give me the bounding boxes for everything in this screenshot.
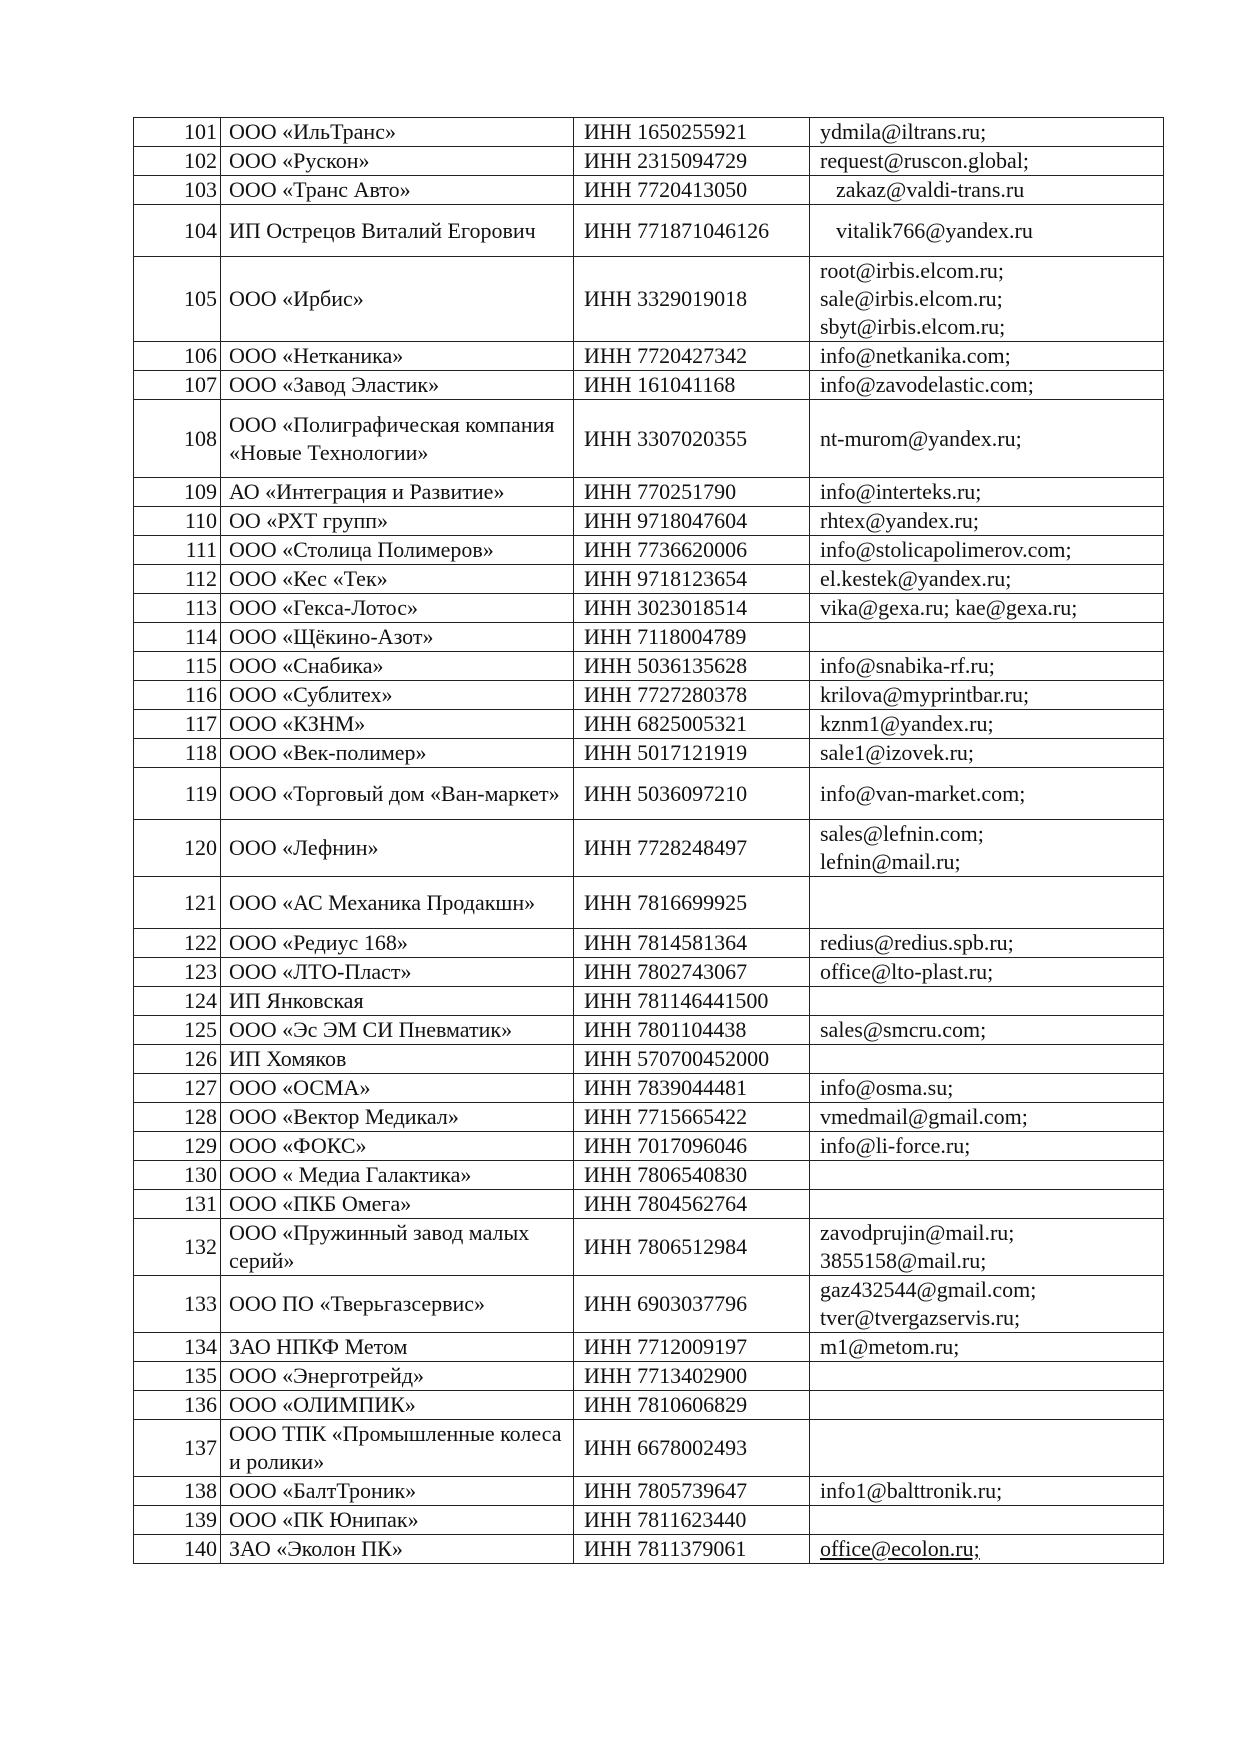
inn-number: ИНН 2315094729 bbox=[574, 147, 810, 176]
email-cell bbox=[810, 257, 1164, 342]
email-address: el.kestek@yandex.ru; bbox=[820, 566, 1012, 591]
inn-number: ИНН 1650255921 bbox=[574, 118, 810, 147]
email-address: info@osma.su; bbox=[820, 1075, 954, 1100]
email-cell bbox=[810, 1161, 1164, 1190]
organization-name: ООО «Редиус 168» bbox=[221, 929, 574, 958]
organization-name: АО «Интеграция и Развитие» bbox=[221, 478, 574, 507]
email-address: krilova@myprintbar.ru; bbox=[820, 682, 1030, 707]
email-address: info@zavodelastic.com; bbox=[820, 372, 1034, 397]
email-address: info1@balttronik.ru; bbox=[820, 1478, 1003, 1503]
organization-name: ООО «КЗНМ» bbox=[221, 710, 574, 739]
table-row bbox=[134, 176, 1164, 205]
email-cell bbox=[810, 929, 1164, 958]
email-cell bbox=[810, 147, 1164, 176]
inn-number: ИНН 7727280378 bbox=[574, 681, 810, 710]
email-address: info@snabika-rf.ru; bbox=[820, 653, 995, 678]
row-number: 117 bbox=[134, 710, 221, 739]
inn-number: ИНН 7720413050 bbox=[574, 176, 810, 205]
email-address: office@lto-plast.ru; bbox=[820, 959, 994, 984]
email-address: ydmila@iltrans.ru; bbox=[820, 119, 987, 144]
organization-name: ООО «Полиграфическая компания «Новые Технологии» bbox=[221, 400, 574, 478]
email-address: request@ruscon.global; bbox=[820, 148, 1030, 173]
table-row bbox=[134, 1016, 1164, 1045]
email-cell bbox=[810, 1477, 1164, 1506]
email-address: m1@metom.ru; bbox=[820, 1334, 960, 1359]
row-number: 114 bbox=[134, 623, 221, 652]
row-number: 108 bbox=[134, 400, 221, 478]
row-number: 105 bbox=[134, 257, 221, 342]
organization-name: ИП Острецов Виталий Егорович bbox=[221, 205, 574, 257]
table-row bbox=[134, 1103, 1164, 1132]
table-row bbox=[134, 739, 1164, 768]
email-cell bbox=[810, 623, 1164, 652]
table-row bbox=[134, 1190, 1164, 1219]
email-cell bbox=[810, 1276, 1164, 1333]
inn-number: ИНН 770251790 bbox=[574, 478, 810, 507]
email-address: info@netkanika.com; bbox=[820, 343, 1011, 368]
email-cell bbox=[810, 1074, 1164, 1103]
email-address: sale1@izovek.ru; bbox=[820, 740, 975, 765]
inn-number: ИНН 7811379061 bbox=[574, 1535, 810, 1564]
table-row bbox=[134, 205, 1164, 257]
inn-number: ИНН 7715665422 bbox=[574, 1103, 810, 1132]
inn-number: ИНН 7806540830 bbox=[574, 1161, 810, 1190]
organization-name: ООО «Ирбис» bbox=[221, 257, 574, 342]
organization-name: ООО «ИльТранс» bbox=[221, 118, 574, 147]
inn-number: ИНН 6825005321 bbox=[574, 710, 810, 739]
inn-number: ИНН 9718047604 bbox=[574, 507, 810, 536]
row-number: 123 bbox=[134, 958, 221, 987]
row-number: 118 bbox=[134, 739, 221, 768]
row-number: 125 bbox=[134, 1016, 221, 1045]
inn-number: ИНН 5036135628 bbox=[574, 652, 810, 681]
table-row bbox=[134, 594, 1164, 623]
organization-name: ООО «Щёкино-Азот» bbox=[221, 623, 574, 652]
email-cell bbox=[810, 1535, 1164, 1564]
email-address: kznm1@yandex.ru; bbox=[820, 711, 994, 736]
inn-number: ИНН 3023018514 bbox=[574, 594, 810, 623]
email-address: rhtex@yandex.ru; bbox=[820, 508, 979, 533]
inn-number: ИНН 3329019018 bbox=[574, 257, 810, 342]
inn-number: ИНН 7801104438 bbox=[574, 1016, 810, 1045]
inn-number: ИНН 9718123654 bbox=[574, 565, 810, 594]
inn-number: ИНН 7017096046 bbox=[574, 1132, 810, 1161]
row-number: 128 bbox=[134, 1103, 221, 1132]
inn-number: ИНН 5017121919 bbox=[574, 739, 810, 768]
row-number: 112 bbox=[134, 565, 221, 594]
email-cell bbox=[810, 652, 1164, 681]
organization-name: ООО ТПК «Промышленные колеса и ролики» bbox=[221, 1420, 574, 1477]
email-cell bbox=[810, 1362, 1164, 1391]
email-address: sales@lefnin.com; bbox=[820, 821, 984, 846]
email-cell bbox=[810, 958, 1164, 987]
table-row bbox=[134, 1477, 1164, 1506]
row-number: 137 bbox=[134, 1420, 221, 1477]
email-address[interactable]: office@ecolon.ru; bbox=[820, 1536, 980, 1561]
table-row bbox=[134, 507, 1164, 536]
inn-number: ИНН 7816699925 bbox=[574, 877, 810, 929]
row-number: 119 bbox=[134, 768, 221, 820]
table-row bbox=[134, 342, 1164, 371]
table-row bbox=[134, 1219, 1164, 1276]
row-number: 135 bbox=[134, 1362, 221, 1391]
row-number: 131 bbox=[134, 1190, 221, 1219]
table-row bbox=[134, 1276, 1164, 1333]
email-cell bbox=[810, 371, 1164, 400]
row-number: 126 bbox=[134, 1045, 221, 1074]
email-cell bbox=[810, 877, 1164, 929]
row-number: 103 bbox=[134, 176, 221, 205]
table-row bbox=[134, 1506, 1164, 1535]
inn-number: ИНН 7805739647 bbox=[574, 1477, 810, 1506]
organization-name: ООО «АС Механика Продакшн» bbox=[221, 877, 574, 929]
organization-name: ИП Хомяков bbox=[221, 1045, 574, 1074]
table-row bbox=[134, 1161, 1164, 1190]
inn-number: ИНН 7810606829 bbox=[574, 1391, 810, 1420]
row-number: 140 bbox=[134, 1535, 221, 1564]
email-cell bbox=[810, 594, 1164, 623]
email-address: sbyt@irbis.elcom.ru; bbox=[820, 314, 1006, 339]
email-cell bbox=[810, 710, 1164, 739]
organization-name: ООО «Столица Полимеров» bbox=[221, 536, 574, 565]
organization-name: ООО «Нетканика» bbox=[221, 342, 574, 371]
organization-name: ООО «Гекса-Лотос» bbox=[221, 594, 574, 623]
organization-name: ООО « Медиа Галактика» bbox=[221, 1161, 574, 1190]
organization-name: ООО «Рускон» bbox=[221, 147, 574, 176]
row-number: 127 bbox=[134, 1074, 221, 1103]
organization-name: ООО «Лефнин» bbox=[221, 820, 574, 877]
email-address: tver@tvergazservis.ru; bbox=[820, 1305, 1021, 1330]
inn-number: ИНН 7713402900 bbox=[574, 1362, 810, 1391]
table-row bbox=[134, 768, 1164, 820]
inn-number: ИНН 7712009197 bbox=[574, 1333, 810, 1362]
table-row bbox=[134, 1391, 1164, 1420]
organization-name: ООО «Торговый дом «Ван-маркет» bbox=[221, 768, 574, 820]
row-number: 134 bbox=[134, 1333, 221, 1362]
inn-number: ИНН 7736620006 bbox=[574, 536, 810, 565]
inn-number: ИНН 6903037796 bbox=[574, 1276, 810, 1333]
email-address: info@van-market.com; bbox=[820, 780, 1026, 806]
email-cell bbox=[810, 820, 1164, 877]
table-row bbox=[134, 623, 1164, 652]
row-number: 111 bbox=[134, 536, 221, 565]
table-row bbox=[134, 681, 1164, 710]
row-number: 121 bbox=[134, 877, 221, 929]
organization-name: ООО ПО «Тверьгазсервис» bbox=[221, 1276, 574, 1333]
row-number: 130 bbox=[134, 1161, 221, 1190]
row-number: 124 bbox=[134, 987, 221, 1016]
organization-name: ООО «Пружинный завод малых серий» bbox=[221, 1219, 574, 1276]
email-cell bbox=[810, 536, 1164, 565]
table-row bbox=[134, 1074, 1164, 1103]
row-number: 138 bbox=[134, 1477, 221, 1506]
email-address: redius@redius.spb.ru; bbox=[820, 930, 1014, 955]
table-row bbox=[134, 820, 1164, 877]
row-number: 136 bbox=[134, 1391, 221, 1420]
email-cell bbox=[810, 1045, 1164, 1074]
inn-number: ИНН 7806512984 bbox=[574, 1219, 810, 1276]
table-row bbox=[134, 1132, 1164, 1161]
table-row bbox=[134, 118, 1164, 147]
inn-number: ИНН 7118004789 bbox=[574, 623, 810, 652]
email-cell bbox=[810, 1190, 1164, 1219]
table-row bbox=[134, 565, 1164, 594]
email-address: zakaz@valdi-trans.ru bbox=[836, 177, 1025, 202]
row-number: 129 bbox=[134, 1132, 221, 1161]
organization-name: ООО «Вектор Медикал» bbox=[221, 1103, 574, 1132]
table-row bbox=[134, 987, 1164, 1016]
table-row bbox=[134, 257, 1164, 342]
row-number: 120 bbox=[134, 820, 221, 877]
email-cell bbox=[810, 118, 1164, 147]
email-cell bbox=[810, 205, 1164, 257]
organization-name: ИП Янковская bbox=[221, 987, 574, 1016]
table-row bbox=[134, 478, 1164, 507]
email-address: info@stolicapolimerov.com; bbox=[820, 537, 1072, 562]
email-address: 3855158@mail.ru; bbox=[820, 1248, 987, 1273]
inn-number: ИНН 6678002493 bbox=[574, 1420, 810, 1477]
email-cell bbox=[810, 176, 1164, 205]
organization-name: ООО «ФОКС» bbox=[221, 1132, 574, 1161]
row-number: 115 bbox=[134, 652, 221, 681]
email-address: vitalik766@yandex.ru bbox=[836, 217, 1033, 243]
table-row bbox=[134, 1420, 1164, 1477]
table-row bbox=[134, 652, 1164, 681]
row-number: 106 bbox=[134, 342, 221, 371]
row-number: 110 bbox=[134, 507, 221, 536]
email-address: vmedmail@gmail.com; bbox=[820, 1104, 1028, 1129]
inn-number: ИНН 570700452000 bbox=[574, 1045, 810, 1074]
email-cell bbox=[810, 1420, 1164, 1477]
organization-name: ООО «ЛТО-Пласт» bbox=[221, 958, 574, 987]
email-address: zavodprujin@mail.ru; bbox=[820, 1220, 1015, 1245]
email-address: vika@gexa.ru; kae@gexa.ru; bbox=[820, 595, 1078, 620]
table-row bbox=[134, 147, 1164, 176]
organization-name: ООО «Эс ЭМ СИ Пневматик» bbox=[221, 1016, 574, 1045]
email-cell bbox=[810, 1132, 1164, 1161]
organization-name: ОО «РХТ групп» bbox=[221, 507, 574, 536]
row-number: 109 bbox=[134, 478, 221, 507]
email-cell bbox=[810, 1333, 1164, 1362]
inn-number: ИНН 7720427342 bbox=[574, 342, 810, 371]
organization-name: ООО «Кес «Тек» bbox=[221, 565, 574, 594]
table-row bbox=[134, 1362, 1164, 1391]
email-address: info@li-force.ru; bbox=[820, 1133, 971, 1158]
row-number: 107 bbox=[134, 371, 221, 400]
email-cell bbox=[810, 1391, 1164, 1420]
table-row bbox=[134, 400, 1164, 478]
inn-number: ИНН 7839044481 bbox=[574, 1074, 810, 1103]
table-row bbox=[134, 1045, 1164, 1074]
email-cell bbox=[810, 1016, 1164, 1045]
organization-name: ООО «Век-полимер» bbox=[221, 739, 574, 768]
email-address: root@irbis.elcom.ru; bbox=[820, 258, 1005, 283]
inn-number: ИНН 7811623440 bbox=[574, 1506, 810, 1535]
email-cell bbox=[810, 342, 1164, 371]
organization-name: ООО «Транс Авто» bbox=[221, 176, 574, 205]
table-row bbox=[134, 536, 1164, 565]
email-address: sale@irbis.elcom.ru; bbox=[820, 286, 1003, 311]
organization-name: ЗАО «Эколон ПК» bbox=[221, 1535, 574, 1564]
inn-number: ИНН 781146441500 bbox=[574, 987, 810, 1016]
row-number: 104 bbox=[134, 205, 221, 257]
row-number: 133 bbox=[134, 1276, 221, 1333]
organization-name: ООО «Завод Эластик» bbox=[221, 371, 574, 400]
row-number: 101 bbox=[134, 118, 221, 147]
email-cell bbox=[810, 768, 1164, 820]
organizations-table bbox=[133, 117, 1164, 1564]
organization-name: ООО «БалтТроник» bbox=[221, 1477, 574, 1506]
row-number: 132 bbox=[134, 1219, 221, 1276]
organization-name: ООО «Снабика» bbox=[221, 652, 574, 681]
row-number: 116 bbox=[134, 681, 221, 710]
table-row bbox=[134, 710, 1164, 739]
inn-number: ИНН 771871046126 bbox=[574, 205, 810, 257]
inn-number: ИНН 7802743067 bbox=[574, 958, 810, 987]
row-number: 122 bbox=[134, 929, 221, 958]
organization-name: ООО «ПК Юнипак» bbox=[221, 1506, 574, 1535]
organization-name: ООО «ОСМА» bbox=[221, 1074, 574, 1103]
email-address: nt-murom@yandex.ru; bbox=[820, 425, 1022, 451]
inn-number: ИНН 7814581364 bbox=[574, 929, 810, 958]
email-cell bbox=[810, 681, 1164, 710]
email-cell bbox=[810, 507, 1164, 536]
row-number: 113 bbox=[134, 594, 221, 623]
inn-number: ИНН 3307020355 bbox=[574, 400, 810, 478]
table-row bbox=[134, 371, 1164, 400]
organization-name: ЗАО НПКФ Метом bbox=[221, 1333, 574, 1362]
email-cell bbox=[810, 478, 1164, 507]
table-row bbox=[134, 958, 1164, 987]
email-cell bbox=[810, 400, 1164, 478]
inn-number: ИНН 161041168 bbox=[574, 371, 810, 400]
table-row bbox=[134, 929, 1164, 958]
organization-name: ООО «Энерготрейд» bbox=[221, 1362, 574, 1391]
table-body bbox=[134, 118, 1164, 1564]
inn-number: ИНН 7804562764 bbox=[574, 1190, 810, 1219]
organization-name: ООО «ОЛИМПИК» bbox=[221, 1391, 574, 1420]
email-cell bbox=[810, 1219, 1164, 1276]
organization-name: ООО «Сублитех» bbox=[221, 681, 574, 710]
email-address: lefnin@mail.ru; bbox=[820, 849, 961, 874]
table-row bbox=[134, 1333, 1164, 1362]
row-number: 102 bbox=[134, 147, 221, 176]
email-cell bbox=[810, 1103, 1164, 1132]
table-row bbox=[134, 1535, 1164, 1564]
email-address: sales@smcru.com; bbox=[820, 1017, 987, 1042]
email-address: info@interteks.ru; bbox=[820, 479, 982, 504]
email-address: gaz432544@gmail.com; bbox=[820, 1277, 1037, 1302]
inn-number: ИНН 5036097210 bbox=[574, 768, 810, 820]
row-number: 139 bbox=[134, 1506, 221, 1535]
table-row bbox=[134, 877, 1164, 929]
email-cell bbox=[810, 987, 1164, 1016]
email-cell bbox=[810, 565, 1164, 594]
email-cell bbox=[810, 739, 1164, 768]
email-cell bbox=[810, 1506, 1164, 1535]
inn-number: ИНН 7728248497 bbox=[574, 820, 810, 877]
organization-name: ООО «ПКБ Омега» bbox=[221, 1190, 574, 1219]
